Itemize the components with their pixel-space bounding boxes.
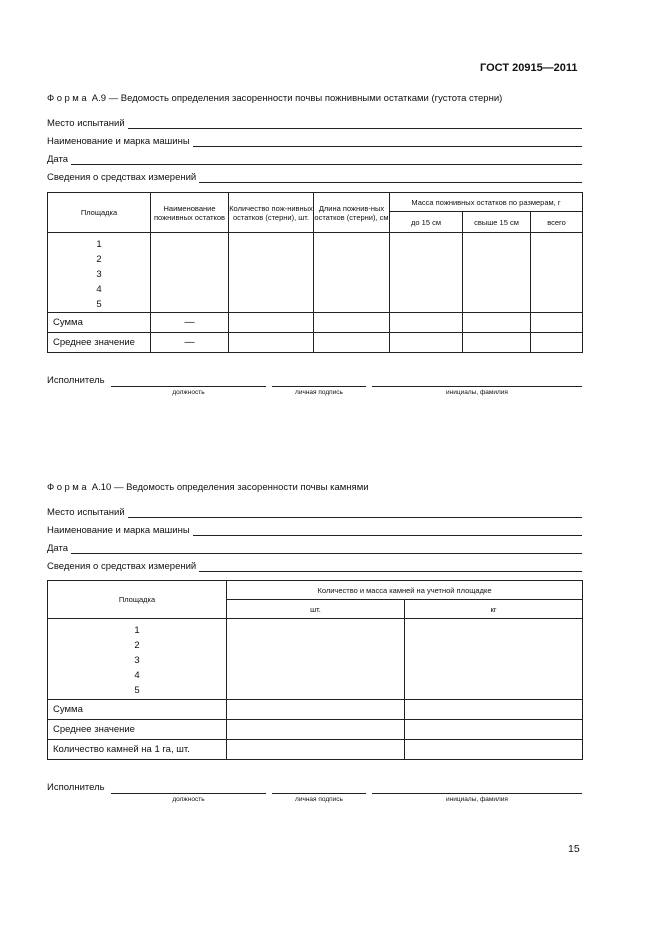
row-sum-dash: —	[151, 313, 229, 333]
header-pcs: шт.	[227, 600, 405, 619]
signature-block-a10	[47, 782, 582, 810]
name-line[interactable]	[372, 386, 582, 387]
header-qty-mass: Количество и масса камней на учетной площадке	[227, 581, 583, 600]
field-measuring-instruments[interactable]: Сведения о средствах измерений	[47, 170, 582, 183]
field-date[interactable]: Дата	[47, 541, 582, 554]
table-stubble	[47, 192, 583, 353]
field-test-site[interactable]: Место испытаний	[47, 116, 582, 129]
performer-label: Исполнитель	[47, 782, 105, 793]
header-residue-mass: Масса пожнивных остатков по размерам, г	[390, 193, 583, 212]
signature-caption: личная подпись	[295, 389, 343, 396]
field-date[interactable]: Дата	[47, 152, 582, 165]
form-title-text: — Ведомость определения засоренности почвы пожнивными остатками (густота стерни)	[108, 93, 503, 104]
header-up-to-15: до 15 см	[390, 212, 463, 233]
position-line[interactable]	[111, 386, 266, 387]
form-a9-title	[47, 93, 502, 104]
field-measuring-instruments[interactable]: Сведения о средствах измерений	[47, 559, 582, 572]
signature-caption: личная подпись	[295, 796, 343, 803]
position-caption: должность	[172, 389, 205, 396]
header-residue-name: Наименование пожнивных остатков	[151, 193, 229, 233]
header-residue-length: Длина пожнив-ных остатков (стерни), см	[314, 193, 390, 233]
signature-line[interactable]	[272, 386, 366, 387]
form-title-text: — Ведомость определения засоренности почвы камнями	[113, 482, 369, 493]
form-number: А.10	[91, 482, 112, 493]
row-sum-label: Сумма	[48, 313, 151, 333]
standard-number: ГОСТ 20915—2011	[480, 62, 578, 74]
form-a10-title	[47, 482, 369, 493]
form-word: Форма	[47, 93, 90, 104]
row-mean-label: Среднее значение	[48, 333, 151, 353]
header-over-15: свыше 15 см	[463, 212, 531, 233]
plot-numbers: 1 2 3 4 5	[48, 619, 227, 700]
name-caption: инициалы, фамилия	[446, 796, 508, 803]
field-machine-name[interactable]: Наименование и марка машины	[47, 134, 582, 147]
name-caption: инициалы, фамилия	[446, 389, 508, 396]
field-machine-name[interactable]: Наименование и марка машины	[47, 523, 582, 536]
header-kg: кг	[405, 600, 583, 619]
performer-label: Исполнитель	[47, 375, 105, 386]
position-caption: должность	[172, 796, 205, 803]
row-sum-label: Сумма	[48, 700, 227, 720]
header-residue-count: Количество пож-нивных остатков (стерни), шт.	[229, 193, 314, 233]
header-total: всего	[531, 212, 583, 233]
row-stones-per-ha-label: Количество камней на 1 га, шт.	[48, 740, 227, 760]
header-plot: Площадка	[48, 581, 227, 619]
field-test-site[interactable]: Место испытаний	[47, 505, 582, 518]
table-stones	[47, 580, 583, 760]
signature-line[interactable]	[272, 793, 366, 794]
name-line[interactable]	[372, 793, 582, 794]
row-mean-label: Среднее значение	[48, 720, 227, 740]
plot-numbers: 1 2 3 4 5	[48, 233, 151, 313]
row-mean-dash: —	[151, 333, 229, 353]
position-line[interactable]	[111, 793, 266, 794]
signature-block-a9	[47, 375, 582, 403]
page-number: 15	[568, 843, 580, 855]
form-word: Форма	[47, 482, 90, 493]
header-plot: Площадка	[48, 193, 151, 233]
form-number: А.9	[91, 93, 107, 104]
